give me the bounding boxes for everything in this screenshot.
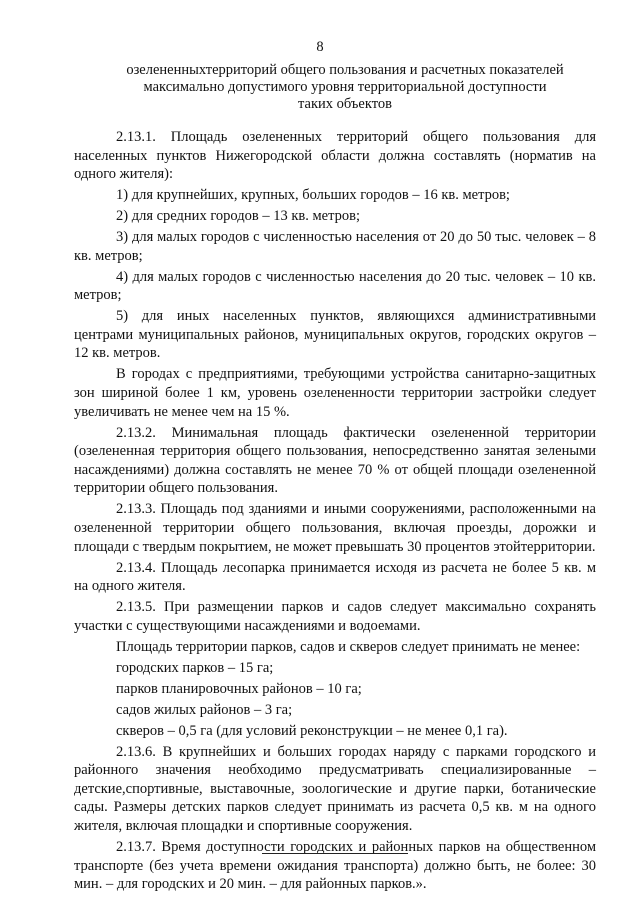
paragraph-sanitary-zones: В городах с предприятиями, требующими устройства санитарно-защитных зон шириной более 1 км, уровень озелененности территории застройки следует увеличивать не менее чем на 15 %.: [74, 366, 596, 420]
paragraph-2-13-1: 2.13.1. Площадь озелененных территорий общего пользования для населенных пунктов Нижегородской области должна составлять (норматив на одного жителя):: [74, 129, 596, 183]
heading-line-3: таких объектов: [298, 96, 392, 112]
end-divider-line: [262, 853, 408, 854]
park-area-item-squares: скверов – 0,5 га (для условий реконструкции – не менее 0,1 га).: [116, 722, 508, 739]
body-text: [74, 128, 596, 896]
park-area-item-districts: парков планировочных районов – 10 га;: [116, 680, 362, 697]
paragraph-2-13-2: 2.13.2. Минимальная площадь фактически озелененной территории (озелененная территория общего пользования, непосредственно занятая зелеными насаждениями) должна составлять не менее 70 % от общей площади озелененной территории общего пользования.: [74, 424, 596, 497]
heading-line-2: максимально допустимого уровня территориальной доступности: [143, 79, 547, 95]
park-area-item-gardens: садов жилых районов – 3 га;: [116, 701, 293, 718]
heading-line-1: озелененныхтерриторий общего пользования и расчетных показателей: [126, 62, 564, 78]
paragraph-park-areas: Площадь территории парков, садов и скверов следует принимать не менее:: [116, 638, 581, 655]
page-number: 8: [316, 39, 324, 55]
paragraph-2-13-6: 2.13.6. В крупнейших и больших городах наряду с парками городского и районного значения необходимо предусматривать специализированные – детские,спортивные, выставочные, зоологические и другие парки, ботанические сады. Размеры детских парков следует принимать из расчета 0,5 кв. м на одного жителя, включая площадки и спортивные сооружения.: [74, 743, 596, 835]
paragraph-2-13-4: 2.13.4. Площадь лесопарка принимается исходя из расчета не более 5 кв. м на одного жителя.: [74, 559, 596, 595]
list-item-4: 4) для малых городов с численностью населения до 20 тыс. человек – 10 кв. метров;: [74, 268, 596, 304]
list-item-3: 3) для малых городов с численностью населения от 20 до 50 тыс. человек – 8 кв. метров;: [74, 229, 596, 264]
paragraph-2-13-3: 2.13.3. Площадь под зданиями и иными сооружениями, расположенными на озелененной территории общего пользования, включая проезды, дорожки и площади с твердым покрытием, не может превышать 30 процентов этойтерритории.: [74, 501, 596, 555]
list-item-1: 1) для крупнейших, крупных, больших городов – 16 кв. метров;: [116, 187, 510, 204]
paragraph-2-13-7: 2.13.7. Время доступности городских и районных парков на общественном транспорте (без учета времени ожидания транспорта) должно быть, не более: 30 мин. – для городских и 20 мин. – для районных парков.».: [74, 839, 596, 893]
paragraph-2-13-5: 2.13.5. При размещении парков и садов следует максимально сохранять участки с существующими насаждениями и водоемами.: [74, 599, 596, 634]
list-item-5: 5) для иных населенных пунктов, являющихся административными центрами муниципальных районов, муниципальных округов, городских округов – 12 кв. метров.: [74, 308, 596, 362]
section-heading: [80, 62, 610, 113]
park-area-item-city: городских парков – 15 га;: [116, 659, 274, 676]
list-item-2: 2) для средних городов – 13 кв. метров;: [116, 208, 360, 225]
